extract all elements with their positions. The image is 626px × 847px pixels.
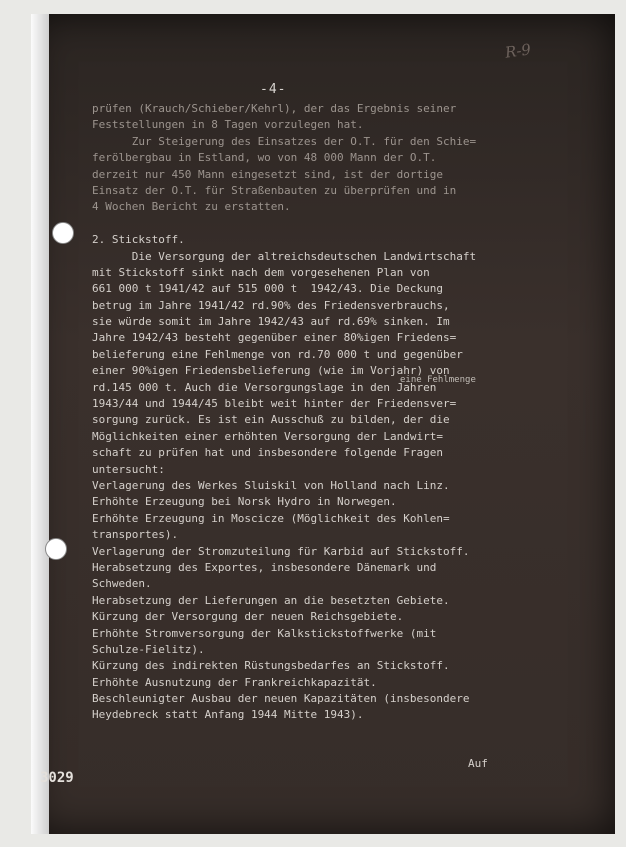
text-line: Verlagerung der Stromzuteilung für Karbid auf Stickstoff.	[92, 544, 470, 558]
text-line: 2. Stickstoff.	[92, 233, 185, 247]
margin-note: eine Fehlmenge	[400, 375, 476, 385]
text-line: untersucht:	[92, 462, 165, 476]
text-line: Die Versorgung der altreichsdeutschen Landwirtschaft	[92, 249, 477, 263]
text-line: Zur Steigerung des Einsatzes der O.T. für den Schie=	[92, 134, 477, 148]
text-line: Erhöhte Erzeugung bei Norsk Hydro in Norwegen.	[92, 495, 397, 509]
text-line: Kürzung der Versorgung der neuen Reichsgebiete.	[92, 610, 404, 624]
text-line: Verlagerung des Werkes Sluiskil von Holland nach Linz.	[92, 478, 450, 492]
text-line: 1943/44 und 1944/45 bleibt weit hinter der Friedensver=	[92, 397, 457, 411]
text-line: Herabsetzung der Lieferungen an die besetzten Gebiete.	[92, 593, 450, 607]
text-line: Erhöhte Ausnutzung der Frankreichkapazität.	[92, 675, 377, 689]
text-line: Erhöhte Erzeugung in Moscicze (Möglichkeit des Kohlen=	[92, 511, 450, 525]
text-line: 4 Wochen Bericht zu erstatten.	[92, 200, 291, 214]
text-line: Möglichkeiten einer erhöhten Versorgung der Landwirt=	[92, 429, 443, 443]
text-line: Herabsetzung des Exportes, insbesondere Dänemark und	[92, 560, 437, 574]
text-line: Schulze-Fielitz).	[92, 642, 205, 656]
text-line: Einsatz der O.T. für Straßenbauten zu überprüfen und in	[92, 183, 457, 197]
document-body	[92, 101, 532, 724]
text-line: einer 90%igen Friedensbelieferung (wie im Vorjahr) von	[92, 364, 450, 378]
text-line: Kürzung des indirekten Rüstungsbedarfes an Stickstoff.	[92, 659, 450, 673]
text-line: Schweden.	[92, 577, 152, 591]
text-line: transportes).	[92, 528, 179, 542]
text-line: Erhöhte Stromversorgung der Kalkstickstoffwerke (mit	[92, 626, 437, 640]
text-line: Jahre 1942/43 besteht gegenüber einer 80%igen Friedens=	[92, 331, 457, 345]
text-line: prüfen (Krauch/Schieber/Kehrl), der das Ergebnis seiner	[92, 102, 457, 115]
text-line: derzeit nur 450 Mann eingesetzt sind, ist der dortige	[92, 167, 443, 181]
text-line: rd.145 000 t. Auch die Versorgungslage in den Jahren	[92, 380, 437, 394]
text-line: 661 000 t 1941/42 auf 515 000 t 1942/43. Die Deckung	[92, 282, 443, 296]
handwritten-note: R-9	[503, 40, 533, 62]
text-line: Feststellungen in 8 Tagen vorzulegen hat.	[92, 118, 364, 132]
punch-hole-bottom	[45, 538, 67, 560]
punch-hole-top	[52, 222, 74, 244]
text-line: Beschleunigter Ausbau der neuen Kapazitäten (insbesondere	[92, 692, 470, 706]
text-line: mit Stickstoff sinkt nach dem vorgesehenen Plan von	[92, 265, 430, 279]
text-line	[92, 216, 532, 232]
text-line: Heydebreck statt Anfang 1944 Mitte 1943).	[92, 708, 364, 722]
text-line: sie würde somit im Jahre 1942/43 auf rd.69% sinken. Im	[92, 315, 450, 329]
text-line: schaft zu prüfen hat und insbesondere folgende Fragen	[92, 446, 443, 460]
text-line: sorgung zurück. Es ist ein Ausschuß zu bilden, der die	[92, 413, 450, 427]
text-line: betrug im Jahre 1941/42 rd.90% des Friedensverbrauchs,	[92, 298, 450, 312]
page-number: -4-	[260, 82, 287, 97]
catchword: Auf	[468, 757, 488, 770]
paper-edge	[31, 14, 49, 834]
text-line: belieferung eine Fehlmenge von rd.70 000 t und gegenüber	[92, 347, 463, 361]
text-line: ferölbergbau in Estland, wo von 48 000 Mann der O.T.	[92, 151, 437, 165]
archive-stamp: 3029	[40, 770, 74, 786]
